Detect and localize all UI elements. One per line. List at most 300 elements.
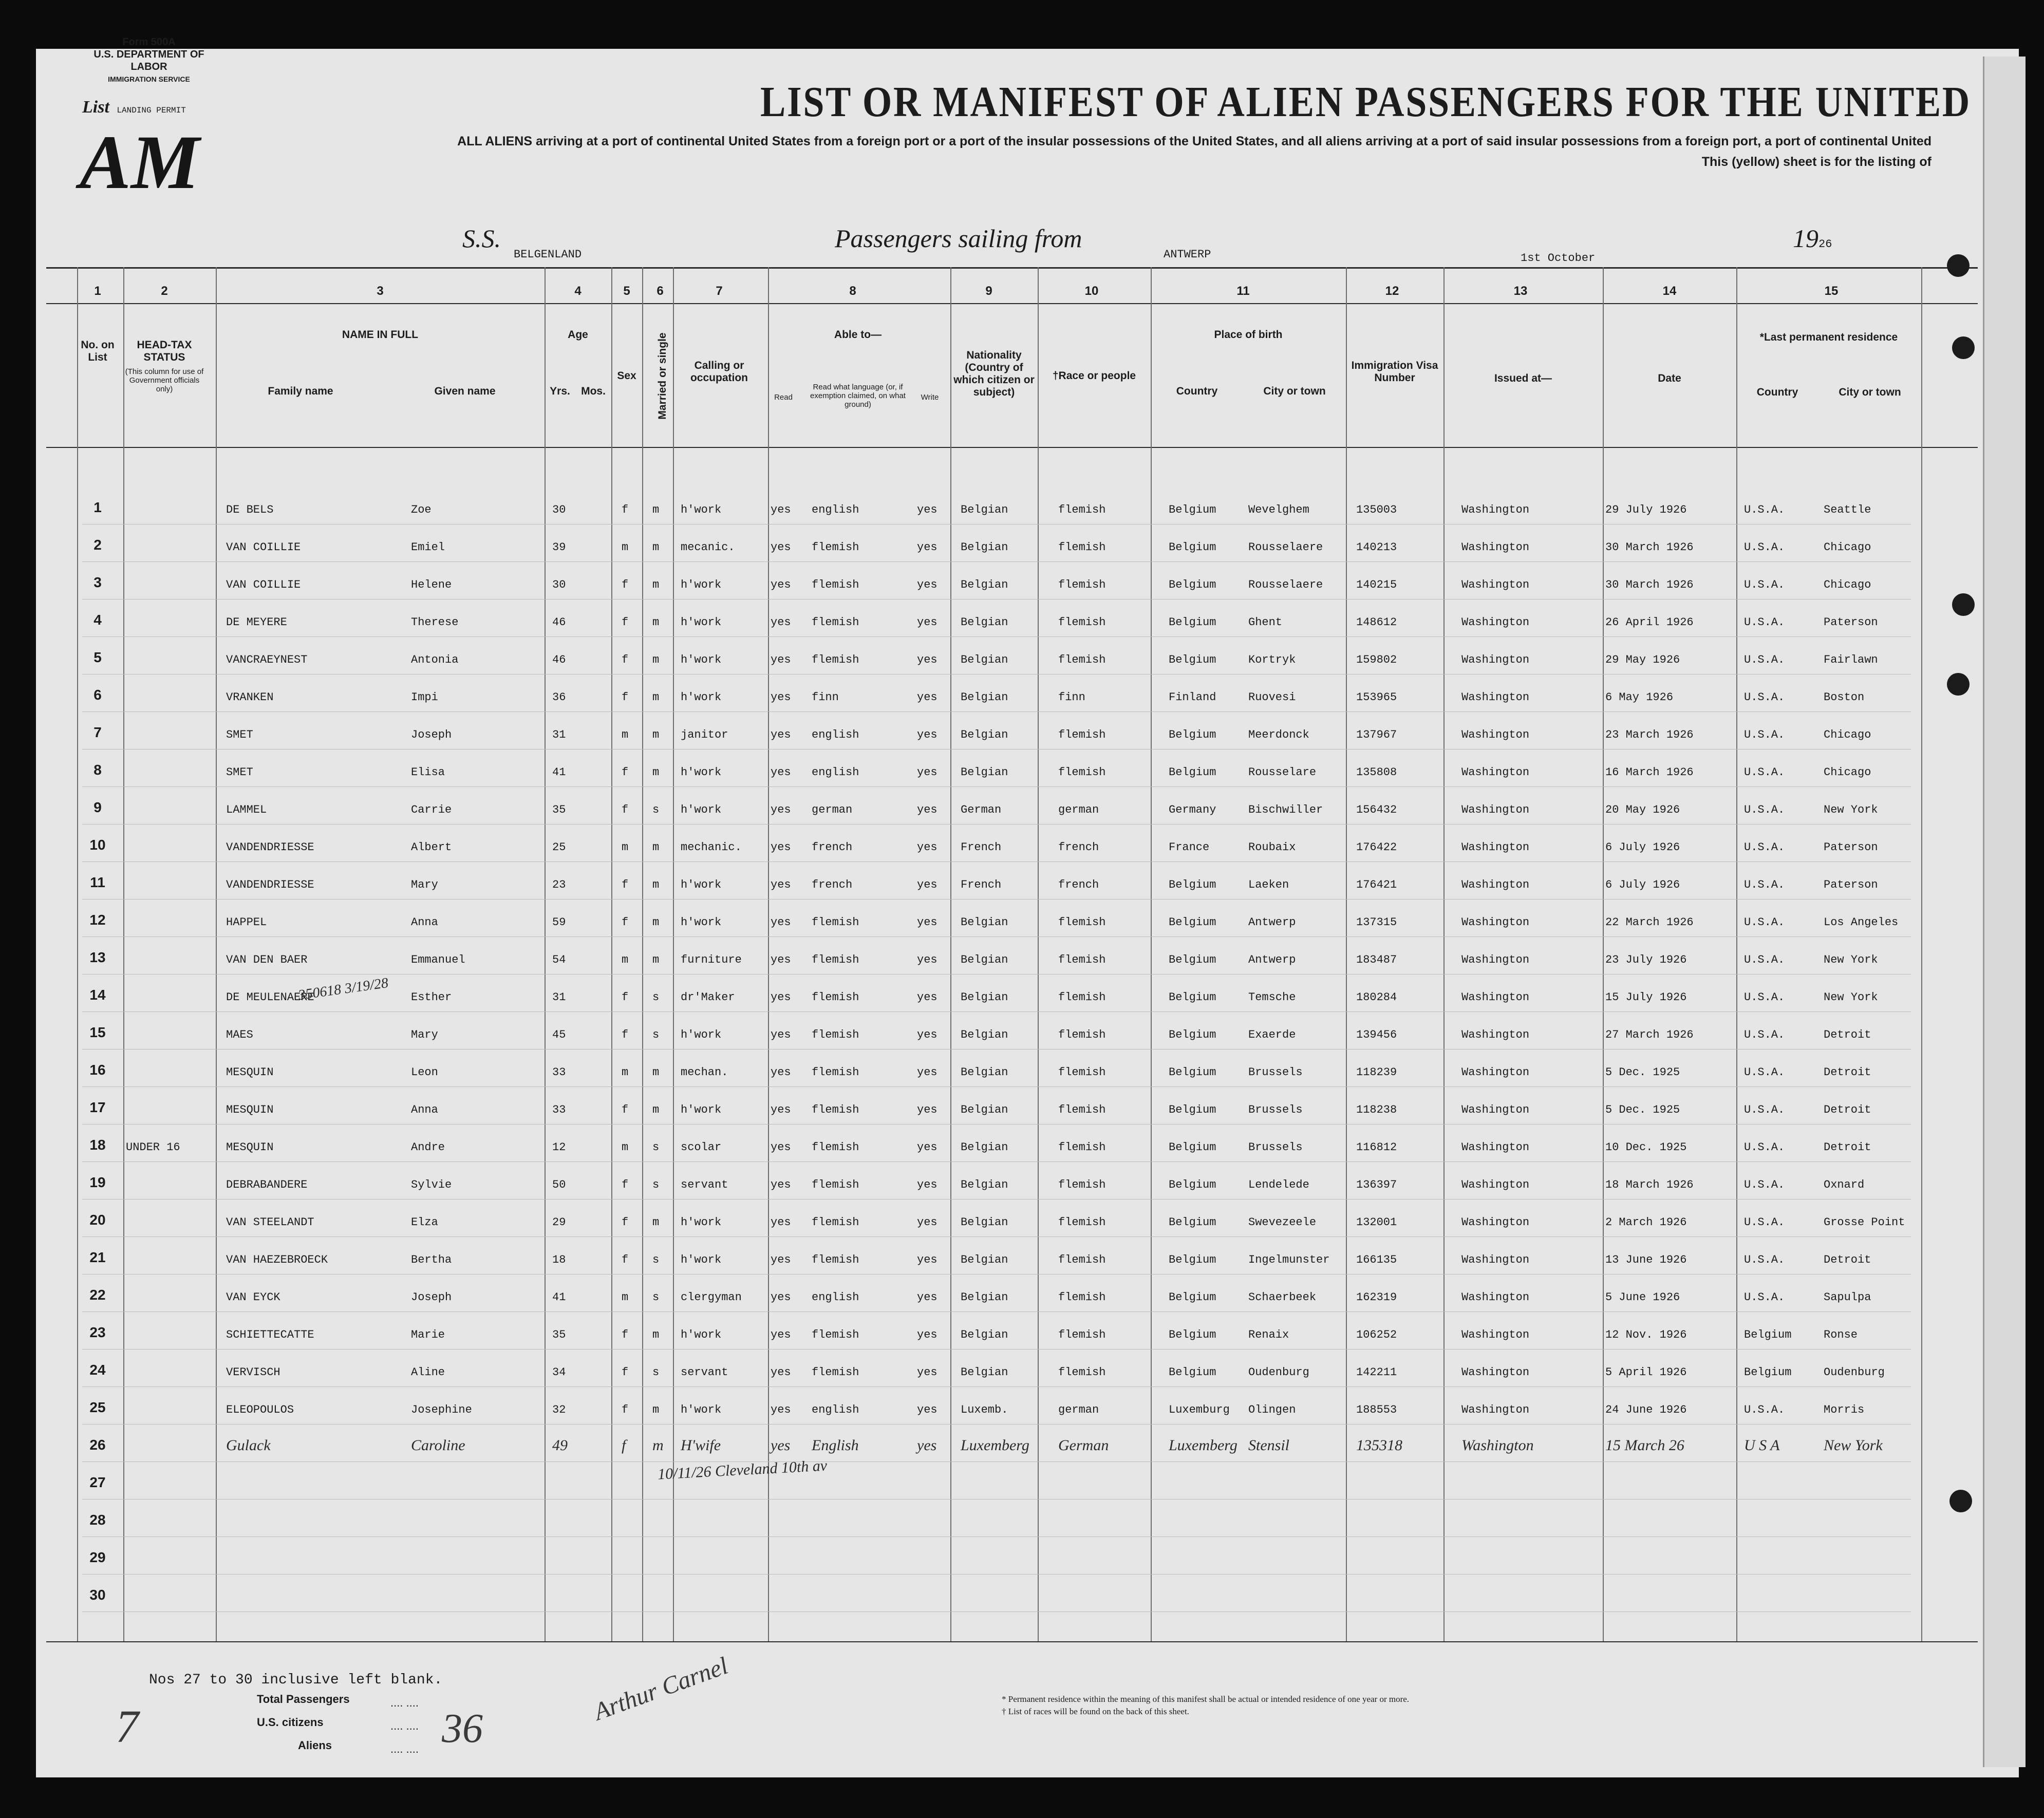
row-number: 11 <box>90 874 105 890</box>
cell-read-language: flemish <box>812 953 859 966</box>
header-birth-city: City or town <box>1263 385 1326 397</box>
cell-residence-country: U.S.A. <box>1744 503 1785 516</box>
cell-issue-date: 20 May 1926 <box>1605 803 1680 816</box>
cell-read-language: flemish <box>812 1066 859 1079</box>
cell-issue-date: 15 July 1926 <box>1605 991 1687 1004</box>
cell-issue-date: 6 May 1926 <box>1605 691 1674 704</box>
cell-residence-city: Detroit <box>1824 1141 1871 1154</box>
cell-birth-city: Antwerp <box>1248 953 1296 966</box>
cell-can-write: yes <box>917 1403 937 1416</box>
row-number: 9 <box>93 799 102 815</box>
cell-family-name: VRANKEN <box>226 691 274 704</box>
column-divider <box>1038 267 1039 1641</box>
cell-can-write: yes <box>917 766 937 779</box>
cell-given-name: Joseph <box>411 1291 452 1304</box>
punch-hole <box>1952 336 1975 359</box>
blank-note: Nos 27 to 30 inclusive left blank. <box>149 1672 443 1688</box>
cell-family-name: SCHIETTECATTE <box>226 1328 314 1341</box>
cell-race: flemish <box>1058 541 1106 554</box>
cell-nationality: Belgian <box>961 1253 1008 1266</box>
cell-sex: f <box>622 616 629 629</box>
cell-given-name: Antonia <box>411 653 459 666</box>
cell-residence-city: Detroit <box>1824 1253 1871 1266</box>
cell-residence-country: U.S.A. <box>1744 916 1785 929</box>
total-passengers-dots: .... .... <box>390 1696 419 1709</box>
cell-issued-at: Washington <box>1461 653 1530 666</box>
cell-birth-city: Ingelmunster <box>1248 1253 1330 1266</box>
cell-residence-country: U.S.A. <box>1744 766 1785 779</box>
cell-visa-number: 183487 <box>1356 953 1397 966</box>
cell-read-language: English <box>812 1437 859 1454</box>
cell-race: flemish <box>1058 1216 1106 1229</box>
cell-read-language: english <box>812 766 859 779</box>
row-number: 19 <box>89 1174 106 1190</box>
column-divider <box>1603 267 1604 1641</box>
handwritten-left-mark: 7 <box>116 1701 139 1752</box>
cell-birth-city: Olingen <box>1248 1403 1296 1416</box>
cell-residence-city: New York <box>1824 803 1878 816</box>
cell-issue-date: 15 March 26 <box>1605 1437 1684 1454</box>
departure-port: ANTWERP <box>1164 248 1211 261</box>
cell-race: finn <box>1058 691 1085 704</box>
cell-can-read: yes <box>771 1028 791 1041</box>
cell-residence-country: U.S.A. <box>1744 991 1785 1004</box>
cell-visa-number: 118239 <box>1356 1066 1397 1079</box>
row-rule <box>82 1611 1911 1612</box>
cell-birth-country: Belgium <box>1169 1366 1216 1379</box>
cell-visa-number: 188553 <box>1356 1403 1397 1416</box>
column-number: 1 <box>94 284 101 298</box>
column-number: 11 <box>1236 284 1250 298</box>
cell-age-years: 31 <box>552 991 566 1004</box>
header-date: Date <box>1658 372 1681 384</box>
cell-given-name: Carrie <box>411 803 452 816</box>
cell-issue-date: 24 June 1926 <box>1605 1403 1687 1416</box>
column-divider <box>1346 267 1347 1641</box>
cell-visa-number: 135808 <box>1356 766 1397 779</box>
row-number: 7 <box>93 724 102 740</box>
header-married: Married or single <box>657 332 668 420</box>
header-yrs: Yrs. <box>550 385 570 397</box>
cell-can-read: yes <box>771 1178 791 1191</box>
cell-issue-date: 29 May 1926 <box>1605 653 1680 666</box>
cell-occupation: H'wife <box>681 1437 721 1454</box>
cell-residence-city: Detroit <box>1824 1066 1871 1079</box>
cell-can-write: yes <box>917 1216 937 1229</box>
cell-nationality: Belgian <box>961 1028 1008 1041</box>
header-rule-bottom <box>46 447 1978 448</box>
cell-can-read: yes <box>771 1328 791 1341</box>
row-rule <box>82 711 1911 712</box>
date-wrap <box>1521 237 1595 267</box>
cell-sex: f <box>622 578 629 591</box>
cell-can-write: yes <box>917 1253 937 1266</box>
cell-sex: f <box>622 1366 629 1379</box>
cell-family-name: HAPPEL <box>226 916 267 929</box>
cell-nationality: Belgian <box>961 1103 1008 1116</box>
cell-age-years: 32 <box>552 1403 566 1416</box>
cell-residence-city: Los Angeles <box>1824 916 1899 929</box>
cell-issue-date: 30 March 1926 <box>1605 541 1694 554</box>
cell-can-read: yes <box>771 1403 791 1416</box>
cell-age-years: 33 <box>552 1066 566 1079</box>
cell-can-read: yes <box>771 728 791 741</box>
cell-issued-at: Washington <box>1461 766 1530 779</box>
cell-given-name: Zoe <box>411 503 432 516</box>
cell-residence-city: Oxnard <box>1824 1178 1865 1191</box>
cell-birth-city: Oudenburg <box>1248 1366 1309 1379</box>
cell-can-read: yes <box>771 1141 791 1154</box>
cell-age-years: 50 <box>552 1178 566 1191</box>
cell-marital-status: m <box>652 953 660 966</box>
cell-issued-at: Washington <box>1461 1141 1530 1154</box>
cell-marital-status: s <box>652 1366 660 1379</box>
cell-visa-number: 132001 <box>1356 1216 1397 1229</box>
cell-visa-number: 137315 <box>1356 916 1397 929</box>
cell-occupation: dr'Maker <box>681 991 735 1004</box>
cell-nationality: German <box>961 803 1002 816</box>
cell-read-language: flemish <box>812 916 859 929</box>
cell-read-language: french <box>812 878 853 891</box>
row-rule <box>82 936 1911 937</box>
cell-nationality: Belgian <box>961 1328 1008 1341</box>
header-issued-at: Issued at— <box>1494 372 1552 384</box>
cell-sex: f <box>622 1253 629 1266</box>
total-passengers-label: Total Passengers <box>257 1693 350 1705</box>
cell-issued-at: Washington <box>1461 991 1530 1004</box>
cell-race: flemish <box>1058 766 1106 779</box>
cell-occupation: h'work <box>681 766 722 779</box>
cell-sex: m <box>622 1066 629 1079</box>
form-identifier <box>82 36 216 85</box>
cell-read-language: flemish <box>812 1141 859 1154</box>
subtitle-line-2: This (yellow) sheet is for the listing of <box>1701 155 1932 169</box>
cell-age-years: 54 <box>552 953 566 966</box>
cell-occupation: h'work <box>681 1253 722 1266</box>
cell-read-language: flemish <box>812 1178 859 1191</box>
cell-birth-country: Belgium <box>1169 1253 1216 1266</box>
cell-race: German <box>1058 1437 1109 1454</box>
cell-race: flemish <box>1058 1028 1106 1041</box>
cell-residence-country: U.S.A. <box>1744 1103 1785 1116</box>
cell-given-name: Mary <box>411 878 438 891</box>
handwritten-aliens-count: 36 <box>442 1706 483 1751</box>
cell-birth-country: Belgium <box>1169 1328 1216 1341</box>
cell-can-read: yes <box>771 916 791 929</box>
cell-read-language: flemish <box>812 1216 859 1229</box>
cell-race: flemish <box>1058 1178 1106 1191</box>
cell-race: french <box>1058 841 1099 854</box>
cell-residence-city: Seattle <box>1824 503 1871 516</box>
cell-family-name: VAN COILLIE <box>226 578 301 591</box>
cell-residence-country: Belgium <box>1744 1328 1792 1341</box>
sailing-label: Passengers sailing from <box>835 224 1082 253</box>
row-rule <box>82 1161 1911 1162</box>
cell-residence-country: U.S.A. <box>1744 1403 1785 1416</box>
cell-sex: m <box>622 841 629 854</box>
cell-birth-country: Belgium <box>1169 1066 1216 1079</box>
cell-issued-at: Washington <box>1461 1253 1530 1266</box>
column-divider <box>216 267 217 1641</box>
cell-family-name: DE BELS <box>226 503 274 516</box>
cell-birth-city: Brussels <box>1248 1066 1303 1079</box>
cell-race: flemish <box>1058 1141 1106 1154</box>
cell-read-language: german <box>812 803 853 816</box>
cell-can-write: yes <box>917 1178 937 1191</box>
column-divider <box>642 267 643 1641</box>
cell-residence-country: U.S.A. <box>1744 1291 1785 1304</box>
cell-sex: f <box>622 653 629 666</box>
cell-residence-country: U.S.A. <box>1744 1141 1785 1154</box>
cell-race: german <box>1058 803 1099 816</box>
cell-occupation: clergyman <box>681 1291 742 1304</box>
cell-issue-date: 5 Dec. 1925 <box>1605 1066 1680 1079</box>
punch-hole <box>1952 593 1975 616</box>
cell-sex: m <box>622 1141 629 1154</box>
cell-visa-number: 116812 <box>1356 1141 1397 1154</box>
cell-issued-at: Washington <box>1461 1403 1530 1416</box>
cell-race: flemish <box>1058 1328 1106 1341</box>
cell-can-write: yes <box>917 1328 937 1341</box>
cell-family-name: VAN COILLIE <box>226 541 301 554</box>
sailing-date: 1st October <box>1521 252 1596 265</box>
cell-sex: f <box>622 991 629 1004</box>
cell-given-name: Impi <box>411 691 438 704</box>
cell-occupation: servant <box>681 1178 728 1191</box>
header-age: Age <box>568 329 588 341</box>
cell-age-years: 36 <box>552 691 566 704</box>
cell-residence-country: U.S.A. <box>1744 1216 1785 1229</box>
cell-occupation: scolar <box>681 1141 722 1154</box>
row-number: 1 <box>93 499 102 515</box>
cell-issue-date: 23 March 1926 <box>1605 728 1694 741</box>
header-able-to: Able to— <box>834 329 882 341</box>
cell-family-name: SMET <box>226 728 253 741</box>
header-visa: Immigration Visa Number <box>1351 360 1438 384</box>
cell-nationality: Luxemb. <box>961 1403 1008 1416</box>
column-number: 13 <box>1513 284 1528 298</box>
cell-occupation: h'work <box>681 1103 722 1116</box>
cell-birth-city: Ruovesi <box>1248 691 1296 704</box>
cell-nationality: Belgian <box>961 541 1008 554</box>
cell-residence-country: U.S.A. <box>1744 1253 1785 1266</box>
row-number: 8 <box>93 762 102 778</box>
cell-residence-country: U.S.A. <box>1744 953 1785 966</box>
cell-nationality: Belgian <box>961 1141 1008 1154</box>
row-number: 14 <box>89 987 106 1003</box>
cell-sex: m <box>622 1291 629 1304</box>
cell-can-read: yes <box>771 803 791 816</box>
cell-can-read: yes <box>771 841 791 854</box>
cell-residence-city: New York <box>1824 1437 1883 1454</box>
cell-birth-country: Belgium <box>1169 578 1216 591</box>
cell-nationality: Belgian <box>961 1178 1008 1191</box>
cell-issued-at: Washington <box>1461 878 1530 891</box>
row-rule <box>82 1311 1911 1312</box>
list-word: List <box>82 98 109 117</box>
cell-race: flemish <box>1058 1103 1106 1116</box>
cell-birth-city: Exaerde <box>1248 1028 1296 1041</box>
cell-visa-number: 162319 <box>1356 1291 1397 1304</box>
cell-marital-status: s <box>652 1253 660 1266</box>
cell-can-read: yes <box>771 691 791 704</box>
aliens-dots: .... .... <box>390 1742 419 1755</box>
us-citizens-dots: .... .... <box>390 1719 419 1732</box>
cell-read-language: flemish <box>812 541 859 554</box>
header-sex: Sex <box>617 370 636 382</box>
cell-birth-city: Rousselare <box>1248 766 1317 779</box>
cell-read-language: flemish <box>812 578 859 591</box>
ship-name: BELGENLAND <box>514 248 582 261</box>
cell-age-years: 23 <box>552 878 566 891</box>
row-number: 26 <box>89 1437 106 1453</box>
cell-family-name: SMET <box>226 766 253 779</box>
row-rule <box>82 1386 1911 1387</box>
cell-birth-city: Kortryk <box>1248 653 1296 666</box>
cell-can-write: yes <box>917 616 937 629</box>
cell-can-write: yes <box>917 803 937 816</box>
cell-birth-country: Belgium <box>1169 953 1216 966</box>
cell-occupation: janitor <box>681 728 728 741</box>
row-number: 3 <box>93 574 102 590</box>
row-number: 13 <box>89 949 106 965</box>
cell-nationality: Belgian <box>961 1366 1008 1379</box>
cell-age-years: 45 <box>552 1028 566 1041</box>
cell-birth-country: Belgium <box>1169 878 1216 891</box>
cell-sex: f <box>622 878 629 891</box>
cell-can-read: yes <box>771 578 791 591</box>
cell-read-language: flemish <box>812 1366 859 1379</box>
cell-issue-date: 2 March 1926 <box>1605 1216 1687 1229</box>
cell-can-write: yes <box>917 541 937 554</box>
row-number: 17 <box>89 1099 106 1115</box>
cell-birth-city: Stensil <box>1248 1437 1289 1454</box>
header-race: †Race or people <box>1052 370 1136 382</box>
cell-visa-number: 176422 <box>1356 841 1397 854</box>
handwritten-numbers: 350618 3/19/28 <box>297 974 389 1004</box>
cell-read-language: flemish <box>812 991 859 1004</box>
cell-birth-country: Belgium <box>1169 991 1216 1004</box>
header-rule-top <box>46 267 1978 269</box>
cell-occupation: mecanic. <box>681 541 735 554</box>
cell-can-read: yes <box>771 1291 791 1304</box>
cell-sex: f <box>622 1216 629 1229</box>
cell-can-write: yes <box>917 991 937 1004</box>
cell-age-years: 41 <box>552 766 566 779</box>
cell-residence-city: Chicago <box>1824 578 1871 591</box>
cell-occupation: h'work <box>681 616 722 629</box>
cell-family-name: MESQUIN <box>226 1141 274 1154</box>
cell-can-read: yes <box>771 953 791 966</box>
cell-family-name: LAMMEL <box>226 803 267 816</box>
cell-family-name: DEBRABANDERE <box>226 1178 308 1191</box>
row-rule <box>82 1011 1911 1012</box>
cell-marital-status: m <box>652 541 660 554</box>
cell-issued-at: Washington <box>1461 503 1530 516</box>
row-rule <box>82 1461 1911 1462</box>
header-read: Read <box>774 393 793 402</box>
cell-given-name: Elisa <box>411 766 445 779</box>
cell-sex: f <box>622 1178 629 1191</box>
cell-nationality: Belgian <box>961 503 1008 516</box>
cell-birth-city: Ghent <box>1248 616 1283 629</box>
cell-can-write: yes <box>917 1437 937 1454</box>
cell-visa-number: 166135 <box>1356 1253 1397 1266</box>
cell-age-years: 49 <box>552 1437 568 1454</box>
row-number: 23 <box>89 1324 106 1340</box>
cell-marital-status: m <box>652 728 660 741</box>
cell-residence-country: U.S.A. <box>1744 578 1785 591</box>
cell-read-language: english <box>812 1291 859 1304</box>
cell-residence-country: U.S.A. <box>1744 1178 1785 1191</box>
cell-age-years: 29 <box>552 1216 566 1229</box>
cell-family-name: MAES <box>226 1028 253 1041</box>
cell-nationality: Belgian <box>961 1216 1008 1229</box>
column-divider <box>1736 267 1737 1641</box>
column-divider <box>768 267 769 1641</box>
cell-birth-city: Schaerbeek <box>1248 1291 1317 1304</box>
cell-issued-at: Washington <box>1461 541 1530 554</box>
cell-marital-status: m <box>652 616 660 629</box>
row-rule <box>82 1424 1911 1425</box>
row-number: 15 <box>89 1024 106 1040</box>
cell-nationality: Belgian <box>961 916 1008 929</box>
cell-residence-city: Paterson <box>1824 878 1878 891</box>
cell-sex: f <box>622 1437 626 1454</box>
cell-residence-country: U.S.A. <box>1744 691 1785 704</box>
cell-given-name: Aline <box>411 1366 445 1379</box>
cell-birth-city: Brussels <box>1248 1103 1303 1116</box>
cell-issued-at: Washington <box>1461 1103 1530 1116</box>
cell-birth-city: Roubaix <box>1248 841 1296 854</box>
cell-visa-number: 159802 <box>1356 653 1397 666</box>
service-name: IMMIGRATION SERVICE <box>108 75 190 83</box>
column-number: 2 <box>161 284 168 298</box>
cell-residence-city: Sapulpa <box>1824 1291 1871 1304</box>
cell-sex: f <box>622 803 629 816</box>
column-divider <box>611 267 612 1641</box>
cell-read-language: finn <box>812 691 839 704</box>
cell-birth-city: Laeken <box>1248 878 1289 891</box>
cell-sex: f <box>622 1403 629 1416</box>
cell-marital-status: m <box>652 1403 660 1416</box>
cell-marital-status: s <box>652 1178 660 1191</box>
cell-issued-at: Washington <box>1461 616 1530 629</box>
year-suffix: 26 <box>1818 238 1832 251</box>
cell-birth-city: Rousselaere <box>1248 578 1323 591</box>
header-head-tax-note: (This column for use of Government officials only) <box>125 367 204 393</box>
cell-visa-number: 148612 <box>1356 616 1397 629</box>
cell-residence-city: New York <box>1824 991 1878 1004</box>
row-rule <box>82 1086 1911 1087</box>
footnote-races: † List of races will be found on the back of this sheet. <box>1002 1707 1189 1716</box>
cell-given-name: Albert <box>411 841 452 854</box>
cell-issue-date: 27 March 1926 <box>1605 1028 1694 1041</box>
cell-issue-date: 13 June 1926 <box>1605 1253 1687 1266</box>
cell-nationality: Belgian <box>961 578 1008 591</box>
cell-birth-city: Wevelghem <box>1248 503 1309 516</box>
cell-occupation: mechan. <box>681 1066 728 1079</box>
cell-residence-country: U S A <box>1744 1437 1780 1454</box>
cell-residence-city: Grosse Point <box>1824 1216 1905 1229</box>
cell-age-years: 30 <box>552 578 566 591</box>
cell-residence-country: U.S.A. <box>1744 541 1785 554</box>
cell-given-name: Josephine <box>411 1403 472 1416</box>
page-subtitle <box>401 131 1932 172</box>
cell-family-name: MESQUIN <box>226 1103 274 1116</box>
header-res-country: Country <box>1756 386 1798 398</box>
cell-read-language: flemish <box>812 1028 859 1041</box>
